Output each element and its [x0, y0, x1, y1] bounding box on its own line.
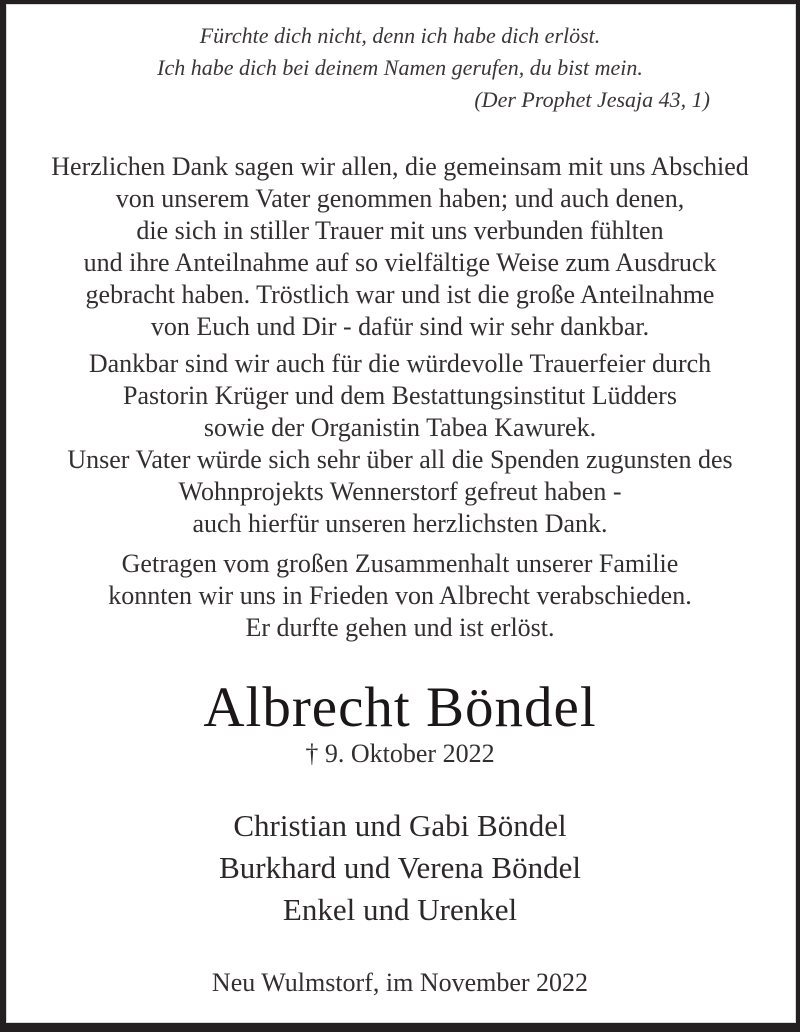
- text-line: von Euch und Dir - dafür sind wir sehr dankbar.: [150, 312, 650, 341]
- text-line: Unser Vater würde sich sehr über all die Spenden zugunsten des: [67, 445, 733, 474]
- farewell-paragraph: [0, 548, 800, 644]
- text-line: sowie der Organistin Tabea Kawurek.: [203, 413, 597, 442]
- mourners-list: [0, 805, 800, 931]
- death-date: † 9. Oktober 2022: [305, 739, 495, 768]
- text-line: konnten wir uns in Frieden von Albrecht verabschieden.: [108, 581, 692, 610]
- text-line: Pastorin Krüger und dem Bestattungsinstitut Lüdders: [123, 381, 677, 410]
- funeral-thanks-paragraph: [0, 348, 800, 540]
- scripture-quote: [90, 20, 710, 116]
- text-line: Dankbar sind wir auch für die würdevolle Trauerfeier durch: [88, 349, 712, 378]
- quote-line: Fürchte dich nicht, denn ich habe dich erlöst.: [199, 23, 601, 48]
- text-line: von unserem Vater genommen haben; und auch denen,: [115, 184, 685, 213]
- place-date: Neu Wulmstorf, im November 2022: [211, 968, 589, 997]
- mourner-line: Enkel und Urenkel: [282, 892, 518, 927]
- mourner-line: Burkhard und Verena Böndel: [219, 850, 581, 885]
- text-line: die sich in stiller Trauer mit uns verbunden fühlten: [136, 216, 664, 245]
- quote-line: Ich habe dich bei deinem Namen gerufen, du bist mein.: [157, 55, 643, 80]
- text-line: Getragen vom großen Zusammenhalt unserer Familie: [121, 549, 679, 578]
- text-line: Wohnprojekts Wennerstorf gefreut haben -: [178, 477, 622, 506]
- thanks-paragraph: [0, 151, 800, 343]
- text-line: Herzlichen Dank sagen wir allen, die gemeinsam mit uns Abschied: [51, 152, 749, 181]
- quote-attribution: (Der Prophet Jesaja 43, 1): [474, 87, 710, 112]
- text-line: Er durfte gehen und ist erlöst.: [245, 613, 555, 642]
- text-line: auch hierfür unseren herzlichsten Dank.: [192, 509, 608, 538]
- text-line: und ihre Anteilnahme auf so vielfältige Weise zum Ausdruck: [83, 248, 717, 277]
- mourner-line: Christian und Gabi Böndel: [233, 808, 567, 843]
- deceased-name: Albrecht Böndel: [203, 676, 597, 739]
- text-line: gebracht haben. Tröstlich war und ist die große Anteilnahme: [85, 280, 715, 309]
